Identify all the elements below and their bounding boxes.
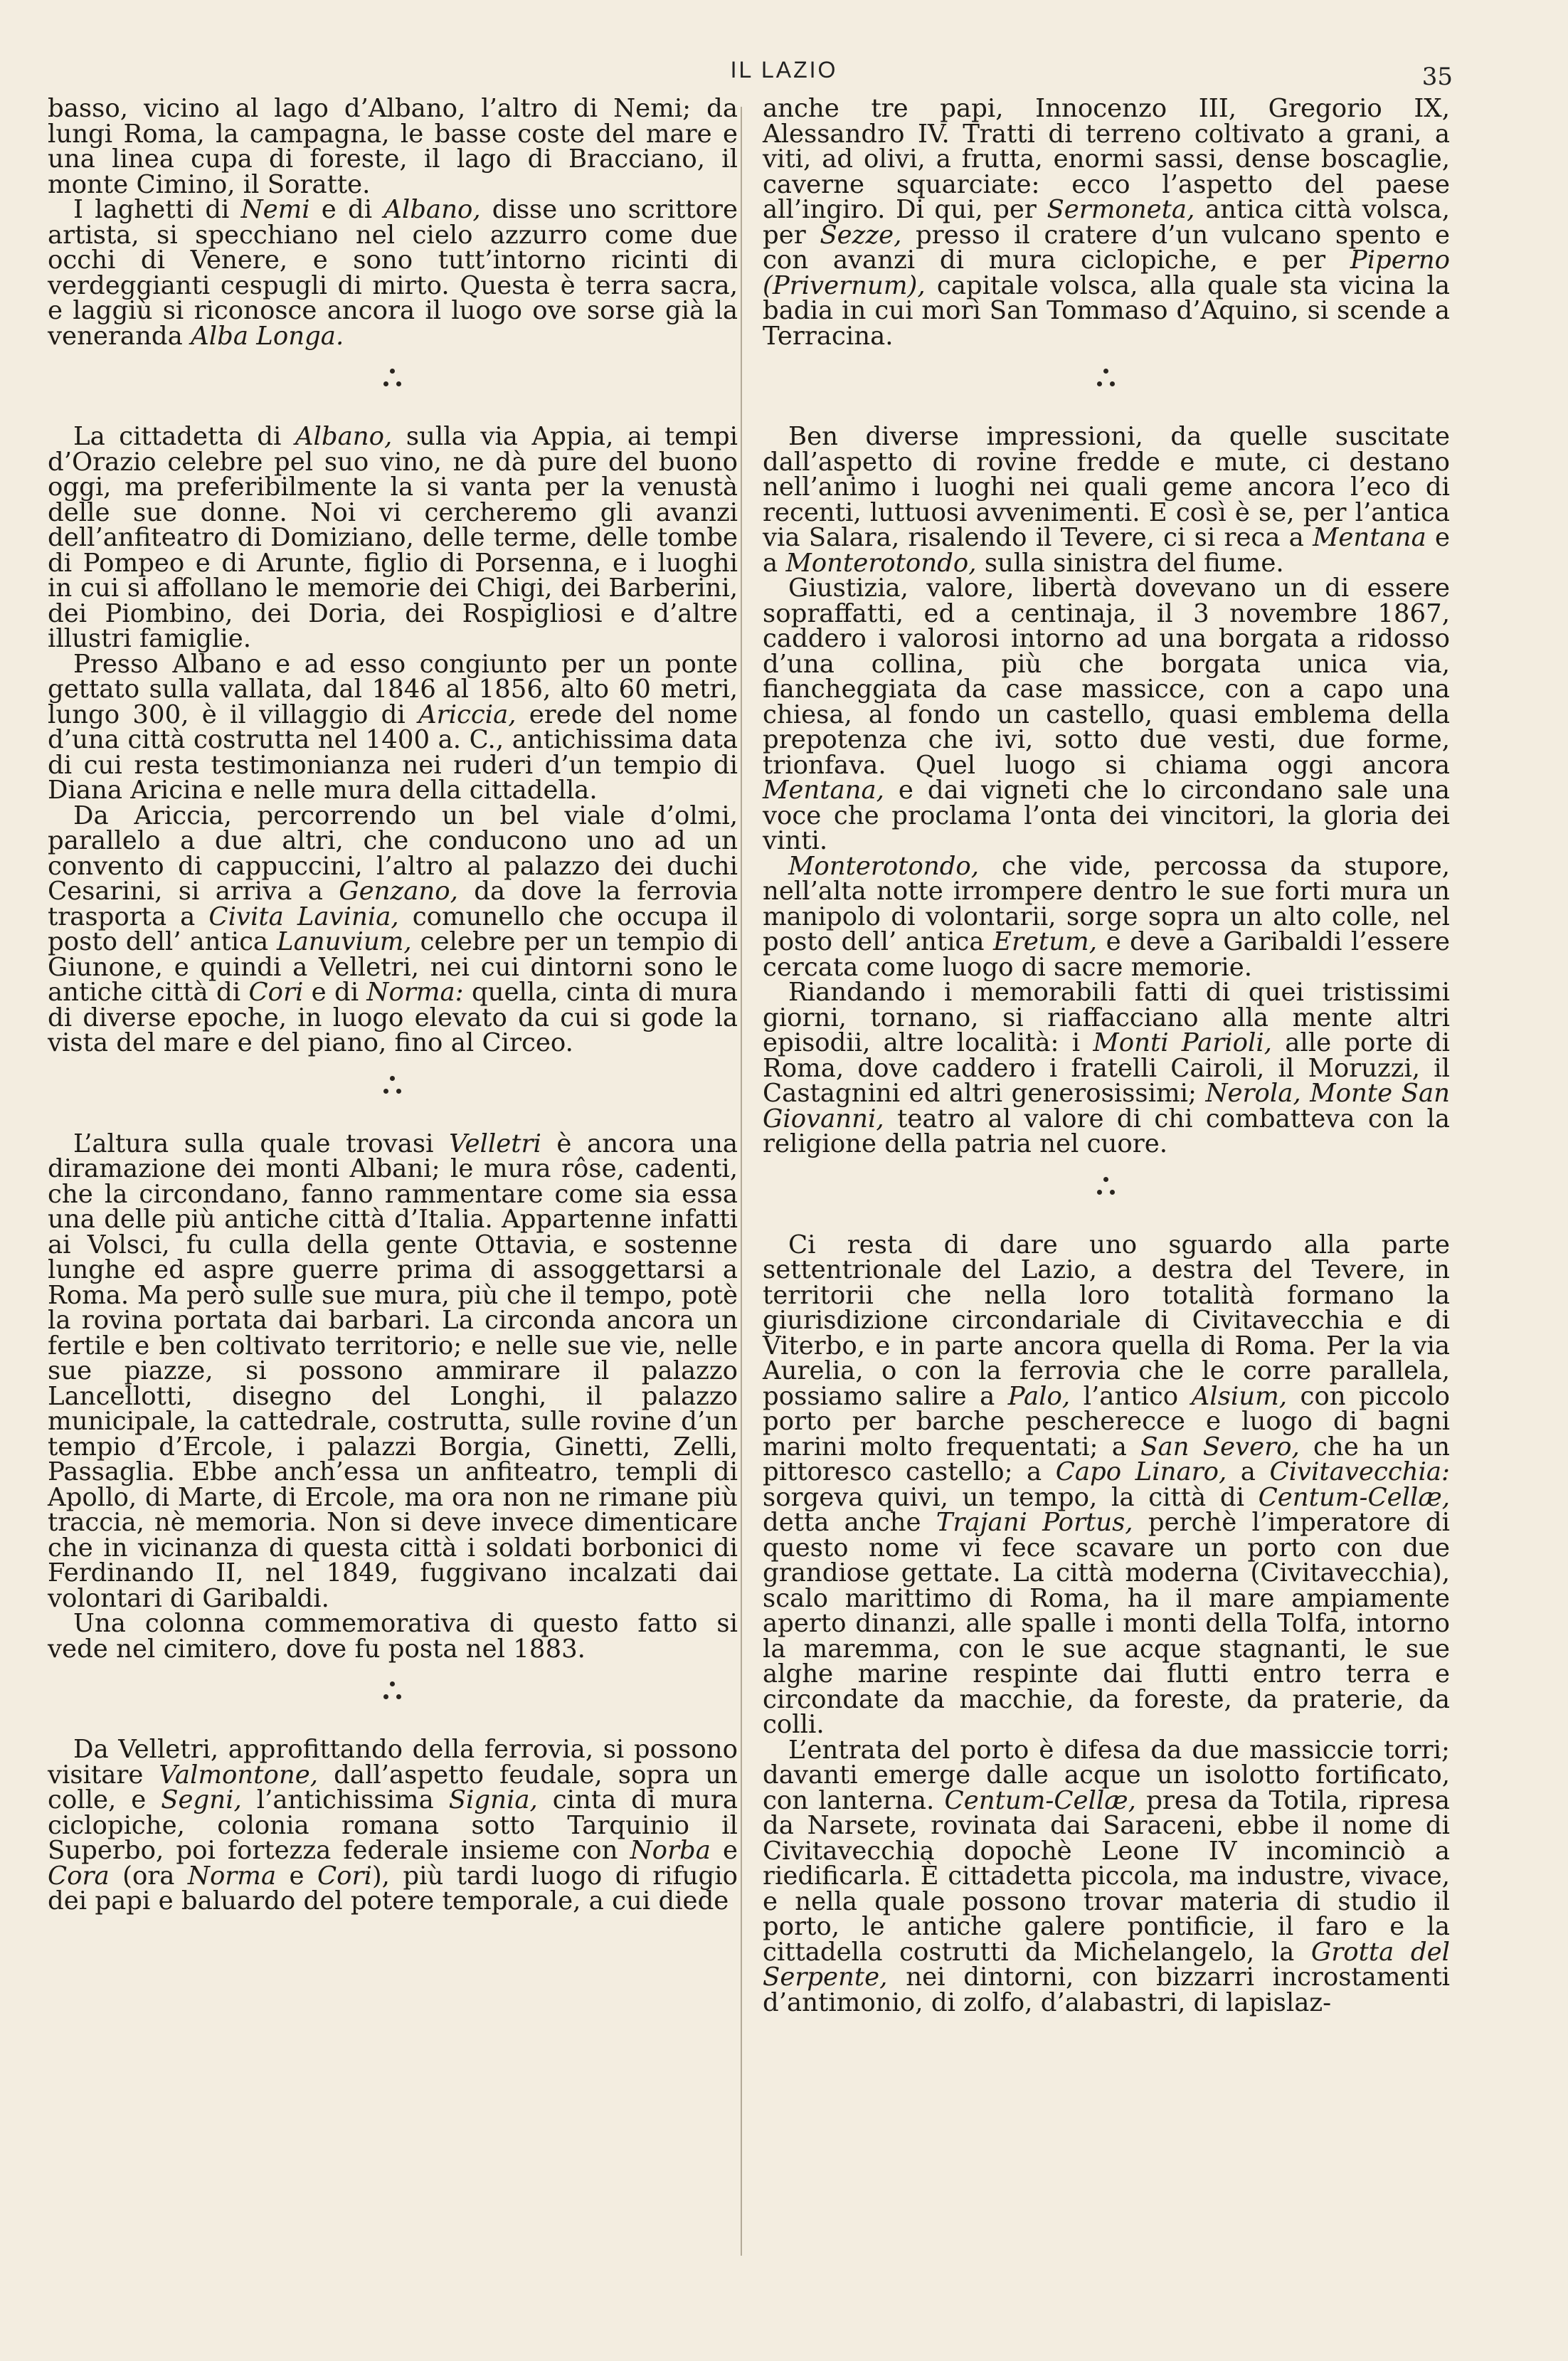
paragraph: Monterotondo, che vide, percossa da stupore, nell’alta notte irrompere dentro le sue forti mura un manipolo di volontarii, sorge sopra un alto colle, nel posto dell’ antica Eretum, e deve a Garibaldi l’essere cercata come luogo di sacre memorie. <box>763 851 1450 982</box>
page-number: 35 <box>1421 63 1453 91</box>
paragraph: L’entrata del porto è difesa da due massiccie torri; davanti emerge dalle acque un isolotto fortificato, con lanterna. Centum-Cellæ, presa da Totila, ripresa da Narsete, rovinata dai Saraceni, ebbe il nome di Civitavecchia dopochè Leone IV incominciò a riedificarla. È cittadetta piccola, ma industre, vivace, e nella quale possono trovar materia di studio il porto, le antiche galere pontificie, il faro e la cittadella costrutti da Michelangelo, la Grotta del Serpente, nei dintorni, con bizzarri incrostamenti d’antimonio, di zolfo, d’alabastri, di lapislaz- <box>763 1735 1450 2017</box>
paragraph: Da Velletri, approfittando della ferrovia, si possono visitare Valmontone, dall’aspetto feudale, sopra un colle, e Segni, l’antichissima Signia, cinta di mura ciclopiche, colonia romana sotto Tarquinio il Superbo, poi fortezza federale insieme con Norba e Cora (ora Norma e Cori), più tardi luogo di rifugio dei papi e baluardo del potere temporale, a cui diede <box>48 1735 738 1916</box>
paragraph: Ben diverse impressioni, da quelle suscitate dall’aspetto di rovine fredde e mute, ci destano nell’animo i luoghi nei quali geme ancora l’eco di recenti, luttuosi avvenimenti. E così è se, per l’antica via Salara, risalendo il Tevere, ci si reca a Mentana e a Monterotondo, sulla sinistra del fiume. <box>763 422 1450 578</box>
paragraph: I laghetti di Nemi e di Albano, disse uno scrittore artista, si specchiano nel cielo azzurro come due occhi di Venere, e sono tutt’intorno ricinti di verdeggianti cespugli di mirto. Questa è terra sacra, e laggiù si riconosce ancora il luogo ove sorse già la veneranda Alba Longa. <box>48 195 738 351</box>
paragraph: Da Ariccia, percorrendo un bel viale d’olmi, parallelo a due altri, che conducono uno ad un convento di cappuccini, l’altro al palazzo dei duchi Cesarini, si arriva a Genzano, da dove la ferrovia trasporta a Civita Lavinia, comunello che occupa il posto dell’ antica Lanuvium, celebre per un tempio di Giunone, e quindi a Velletri, nei cui dintorni sono le antiche città di Cori e di Norma: quella, cinta di mura di diverse epoche, in luogo elevato da cui si gode la vista del mare e del piano, fino al Circeo. <box>48 801 738 1057</box>
paragraph: Ci resta di dare uno sguardo alla parte settentrionale del Lazio, a destra del Tevere, in territorii che nella loro totalità formano la giurisdizione circondariale di Civitavecchia e di Viterbo, e in parte ancora quella di Roma. Per la via Aurelia, o con la ferrovia che le corre parallela, possiamo salire a Palo, l’antico Alsium, con piccolo porto per barche pescherecce e luogo di bagni marini molto frequentati; a San Severo, che ha un pittoresco castello; a Capo Linaro, a Civitavecchia: sorgeva quivi, un tempo, la città di Centum-Cellæ, detta anche Trajani Portus, perchè l’imperatore di questo nome vi fece scavare un porto con due grandiose gettate. La città moderna (Civitavecchia), scalo marittimo di Roma, ha il mare ampiamente aperto dinanzi, alle spalle i monti della Tolfa, intorno la maremma, con le sue acque stagnanti, le sue alghe marine respinte dai flutti entro terra e circondate da macchie, da foreste, da praterie, da colli. <box>763 1230 1450 1739</box>
section-separator <box>763 349 1450 424</box>
paragraph: Riandando i memorabili fatti di quei tristissimi giorni, tornano, si riaffacciano alla mente altri episodii, altre località: i Monti Parioli, alle porte di Roma, dove caddero i fratelli Cairoli, il Moruzzi, il Castagnini ed altri generosissimi; Nerola, Monte San Giovanni, teatro al valore di chi combatteva con la religione della patria nel cuore. <box>763 978 1450 1158</box>
right-column <box>763 96 1450 2015</box>
section-separator <box>48 1662 738 1737</box>
section-separator <box>48 349 738 424</box>
paragraph: La cittadetta di Albano, sulla via Appia, ai tempi d’Orazio celebre pel suo vino, ne dà pure del buono oggi, ma preferibilmente la si vanta per la venustà delle sue donne. Noi vi cercheremo gli avanzi dell’anfiteatro di Domiziano, delle terme, delle tombe di Pompeo e di Arunte, figlio di Porsenna, e i luoghi in cui si affollano le memorie dei Chigi, dei Barberini, dei Piombino, dei Doria, dei Rospigliosi e d’altre illustri famiglie. <box>48 422 738 653</box>
section-separator <box>763 1157 1450 1232</box>
paragraph: Presso Albano e ad esso congiunto per un ponte gettato sulla vallata, dal 1846 al 1856, alto 60 metri, lungo 300, è il villaggio di Ariccia, erede del nome d’una città costrutta nel 1400 a. C., antichissima data di cui resta testimonianza nei ruderi d’un tempio di Diana Aricina e nelle mura della cittadella. <box>48 649 738 805</box>
paragraph: basso, vicino al lago d’Albano, l’altro di Nemi; da lungi Roma, la campagna, le basse coste del mare e una linea cupa di foreste, il lago di Bracciano, il monte Cimino, il Soratte. <box>48 94 738 199</box>
paragraph: Giustizia, valore, libertà dovevano un di essere sopraffatti, ed a centinaja, il 3 novembre 1867, caddero i valorosi intorno ad una borgata a ridosso d’una collina, più che borgata unica via, fiancheggiata da case massicce, con a capo una chiesa, al fondo un castello, quasi emblema della prepotenza che ivi, sotto due vesti, due forme, trionfava. Quel luogo si chiama oggi ancora Mentana, e dai vigneti che lo circondano sale una voce che proclama l’onta dei vincitori, la gloria dei vinti. <box>763 574 1450 855</box>
running-head: IL LAZIO <box>730 57 838 83</box>
section-separator <box>48 1056 738 1131</box>
paragraph: Una colonna commemorativa di questo fatto si vede nel cimitero, dove fu posta nel 1883. <box>48 1609 738 1664</box>
column-divider <box>741 107 742 2256</box>
left-column <box>48 96 738 1914</box>
page-header <box>0 57 1568 93</box>
paragraph: anche tre papi, Innocenzo III, Gregorio IX, Alessandro IV. Tratti di terreno coltivato a grani, a viti, ad olivi, a frutta, enormi sassi, dense boscaglie, caverne squarciate: ecco l’aspetto del paese all’ingiro. Di qui, per Sermoneta, antica città volsca, per Sezze, presso il cratere d’un vulcano spento e con avanzi di mura ciclopiche, e per Piperno (Privernum), capitale volsca, alla quale sta vicina la badia in cui morì San Tommaso d’Aquino, si scende a Terracina. <box>763 94 1451 351</box>
paragraph: L’altura sulla quale trovasi Velletri è ancora una diramazione dei monti Albani; le mura rôse, cadenti, che la circondano, fanno rammentare come sia essa una delle più antiche città d’Italia. Appartenne infatti ai Volsci, fu culla della gente Ottavia, e sostenne lunghe ed aspre guerre prima di assoggettarsi a Roma. Ma però sulle sue mura, più che il tempo, potè la rovina portata dai barbari. La circonda ancora un fertile e ben coltivato territorio; e nelle sue vie, nelle sue piazze, si possono ammirare il palazzo Lancellotti, disegno del Longhi, il palazzo municipale, la cattedrale, costrutta, sulle rovine d’un tempio d’Ercole, i palazzi Borgia, Ginetti, Zelli, Passaglia. Ebbe anch’essa un anfiteatro, templi di Apollo, di Marte, di Ercole, ma ora non ne rimane più traccia, nè memoria. Non si deve invece dimenticare che in vicinanza di questa città i soldati borbonici di Ferdinando II, nel 1849, fuggivano incalzati dai volontari di Garibaldi. <box>48 1129 738 1613</box>
